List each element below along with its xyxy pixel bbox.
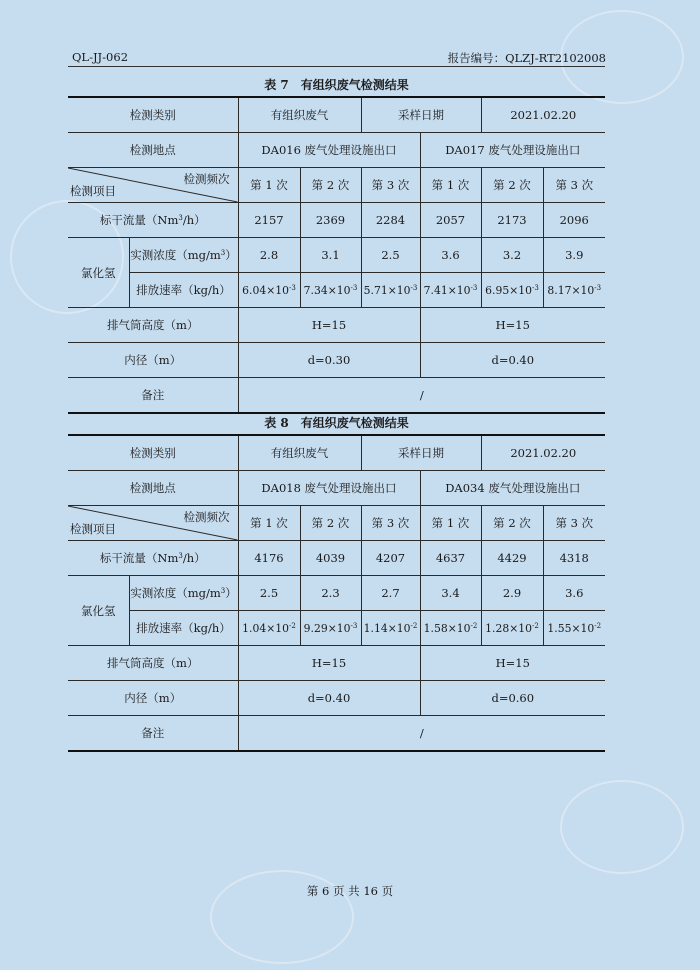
conc-cell: 2.7 — [361, 576, 420, 611]
conc-cell: 3.9 — [543, 238, 605, 273]
watermark-seal-icon — [560, 780, 684, 874]
rate-cell: $7.34\times 10^{-3}$ — [300, 273, 361, 308]
doc-code: QL-JJ-062 — [72, 50, 129, 64]
sample-date-value: 2021.02.20 — [481, 435, 605, 471]
rate-cell: $9.29\times 10^{-3}$ — [300, 611, 361, 646]
frequency-label: 检测频次 — [183, 510, 230, 524]
run-header: 第 2 次 — [300, 506, 361, 541]
flow-cell: 2057 — [420, 203, 481, 238]
header-rule — [68, 66, 605, 67]
conc-cell: 2.8 — [238, 238, 300, 273]
remarks-value: / — [238, 378, 605, 414]
sample-date-label: 采样日期 — [361, 97, 481, 133]
run-header: 第 1 次 — [420, 506, 481, 541]
inner-diameter-2: d=0.60 — [420, 681, 605, 716]
run-header: 第 3 次 — [361, 506, 420, 541]
conc-cell: 3.6 — [543, 576, 605, 611]
rate-cell: $6.04\times 10^{-3}$ — [238, 273, 300, 308]
rate-cell: $1.58\times 10^{-2}$ — [420, 611, 481, 646]
inner-diameter-1: d=0.30 — [238, 343, 420, 378]
conc-cell: 3.1 — [300, 238, 361, 273]
category-label: 检测类别 — [68, 97, 238, 133]
results-table-8 — [68, 434, 605, 752]
conc-cell: 2.5 — [361, 238, 420, 273]
hcl-label: 氯化氢 — [68, 238, 129, 308]
table-7-caption: 表 7 有组织废气检测结果 — [264, 78, 409, 92]
rate-cell: $1.28\times 10^{-2}$ — [481, 611, 543, 646]
flow-label: 标干流量（Nm$^3$/h） — [68, 541, 238, 576]
frequency-label: 检测频次 — [183, 172, 230, 186]
conc-cell: 2.5 — [238, 576, 300, 611]
location-2: DA034 废气处理设施出口 — [420, 471, 605, 506]
conc-cell: 2.3 — [300, 576, 361, 611]
flow-cell: 4318 — [543, 541, 605, 576]
run-header: 第 2 次 — [481, 168, 543, 203]
stack-height-1: H=15 — [238, 308, 420, 343]
flow-cell: 2284 — [361, 203, 420, 238]
concentration-label: 实测浓度$(mg/m^3)$ — [129, 238, 238, 273]
location-1: DA018 废气处理设施出口 — [238, 471, 420, 506]
stack-height-2: H=15 — [420, 308, 605, 343]
conc-cell: 3.6 — [420, 238, 481, 273]
run-header: 第 3 次 — [361, 168, 420, 203]
page-number: 第 6 页 共 16 页 — [306, 884, 394, 898]
run-header: 第 3 次 — [543, 168, 605, 203]
results-table-7 — [68, 96, 605, 414]
sample-date-value: 2021.02.20 — [481, 97, 605, 133]
run-header: 第 1 次 — [420, 168, 481, 203]
inner-diameter-2: d=0.40 — [420, 343, 605, 378]
inner-diameter-1: d=0.40 — [238, 681, 420, 716]
rate-cell: $1.14\times 10^{-2}$ — [361, 611, 420, 646]
run-header: 第 1 次 — [238, 506, 300, 541]
sample-date-label: 采样日期 — [361, 435, 481, 471]
inner-diameter-label: 内径（m） — [68, 681, 238, 716]
item-label: 检测项目 — [70, 184, 116, 198]
rate-cell: $7.41\times 10^{-3}$ — [420, 273, 481, 308]
conc-cell: 3.4 — [420, 576, 481, 611]
flow-cell: 4637 — [420, 541, 481, 576]
item-label: 检测项目 — [70, 522, 116, 536]
inner-diameter-label: 内径（m） — [68, 343, 238, 378]
location-label: 检测地点 — [68, 471, 238, 506]
stack-height-1: H=15 — [238, 646, 420, 681]
flow-cell: 4039 — [300, 541, 361, 576]
run-header: 第 2 次 — [300, 168, 361, 203]
category-value: 有组织废气 — [238, 97, 361, 133]
category-label: 检测类别 — [68, 435, 238, 471]
remarks-label: 备注 — [68, 378, 238, 414]
rate-label: 排放速率（kg/h） — [129, 273, 238, 308]
conc-cell: 3.2 — [481, 238, 543, 273]
flow-cell: 2157 — [238, 203, 300, 238]
concentration-label: 实测浓度$(mg/m^3)$ — [129, 576, 238, 611]
rate-cell: $1.55\times 10^{-2}$ — [543, 611, 605, 646]
location-1: DA016 废气处理设施出口 — [238, 133, 420, 168]
diagonal-header-cell — [68, 168, 238, 203]
flow-label: 标干流量（Nm$^3$/h） — [68, 203, 238, 238]
diagonal-header-cell — [68, 506, 238, 541]
stack-height-label: 排气筒高度（m） — [68, 646, 238, 681]
flow-cell: 4429 — [481, 541, 543, 576]
remarks-label: 备注 — [68, 716, 238, 752]
flow-cell: 4207 — [361, 541, 420, 576]
flow-cell: 2369 — [300, 203, 361, 238]
stack-height-2: H=15 — [420, 646, 605, 681]
report-number: 报告编号：QLZJ-RT2102008 — [447, 51, 606, 65]
conc-cell: 2.9 — [481, 576, 543, 611]
location-2: DA017 废气处理设施出口 — [420, 133, 605, 168]
hcl-label: 氯化氢 — [68, 576, 129, 646]
run-header: 第 1 次 — [238, 168, 300, 203]
remarks-value: / — [238, 716, 605, 752]
run-header: 第 2 次 — [481, 506, 543, 541]
rate-cell: $5.71\times 10^{-3}$ — [361, 273, 420, 308]
stack-height-label: 排气筒高度（m） — [68, 308, 238, 343]
rate-label: 排放速率（kg/h） — [129, 611, 238, 646]
location-label: 检测地点 — [68, 133, 238, 168]
table-8-caption: 表 8 有组织废气检测结果 — [264, 416, 409, 430]
run-header: 第 3 次 — [543, 506, 605, 541]
rate-cell: $6.95\times 10^{-3}$ — [481, 273, 543, 308]
rate-cell: $8.17\times 10^{-3}$ — [543, 273, 605, 308]
rate-cell: $1.04\times 10^{-2}$ — [238, 611, 300, 646]
flow-cell: 2096 — [543, 203, 605, 238]
flow-cell: 2173 — [481, 203, 543, 238]
category-value: 有组织废气 — [238, 435, 361, 471]
flow-cell: 4176 — [238, 541, 300, 576]
